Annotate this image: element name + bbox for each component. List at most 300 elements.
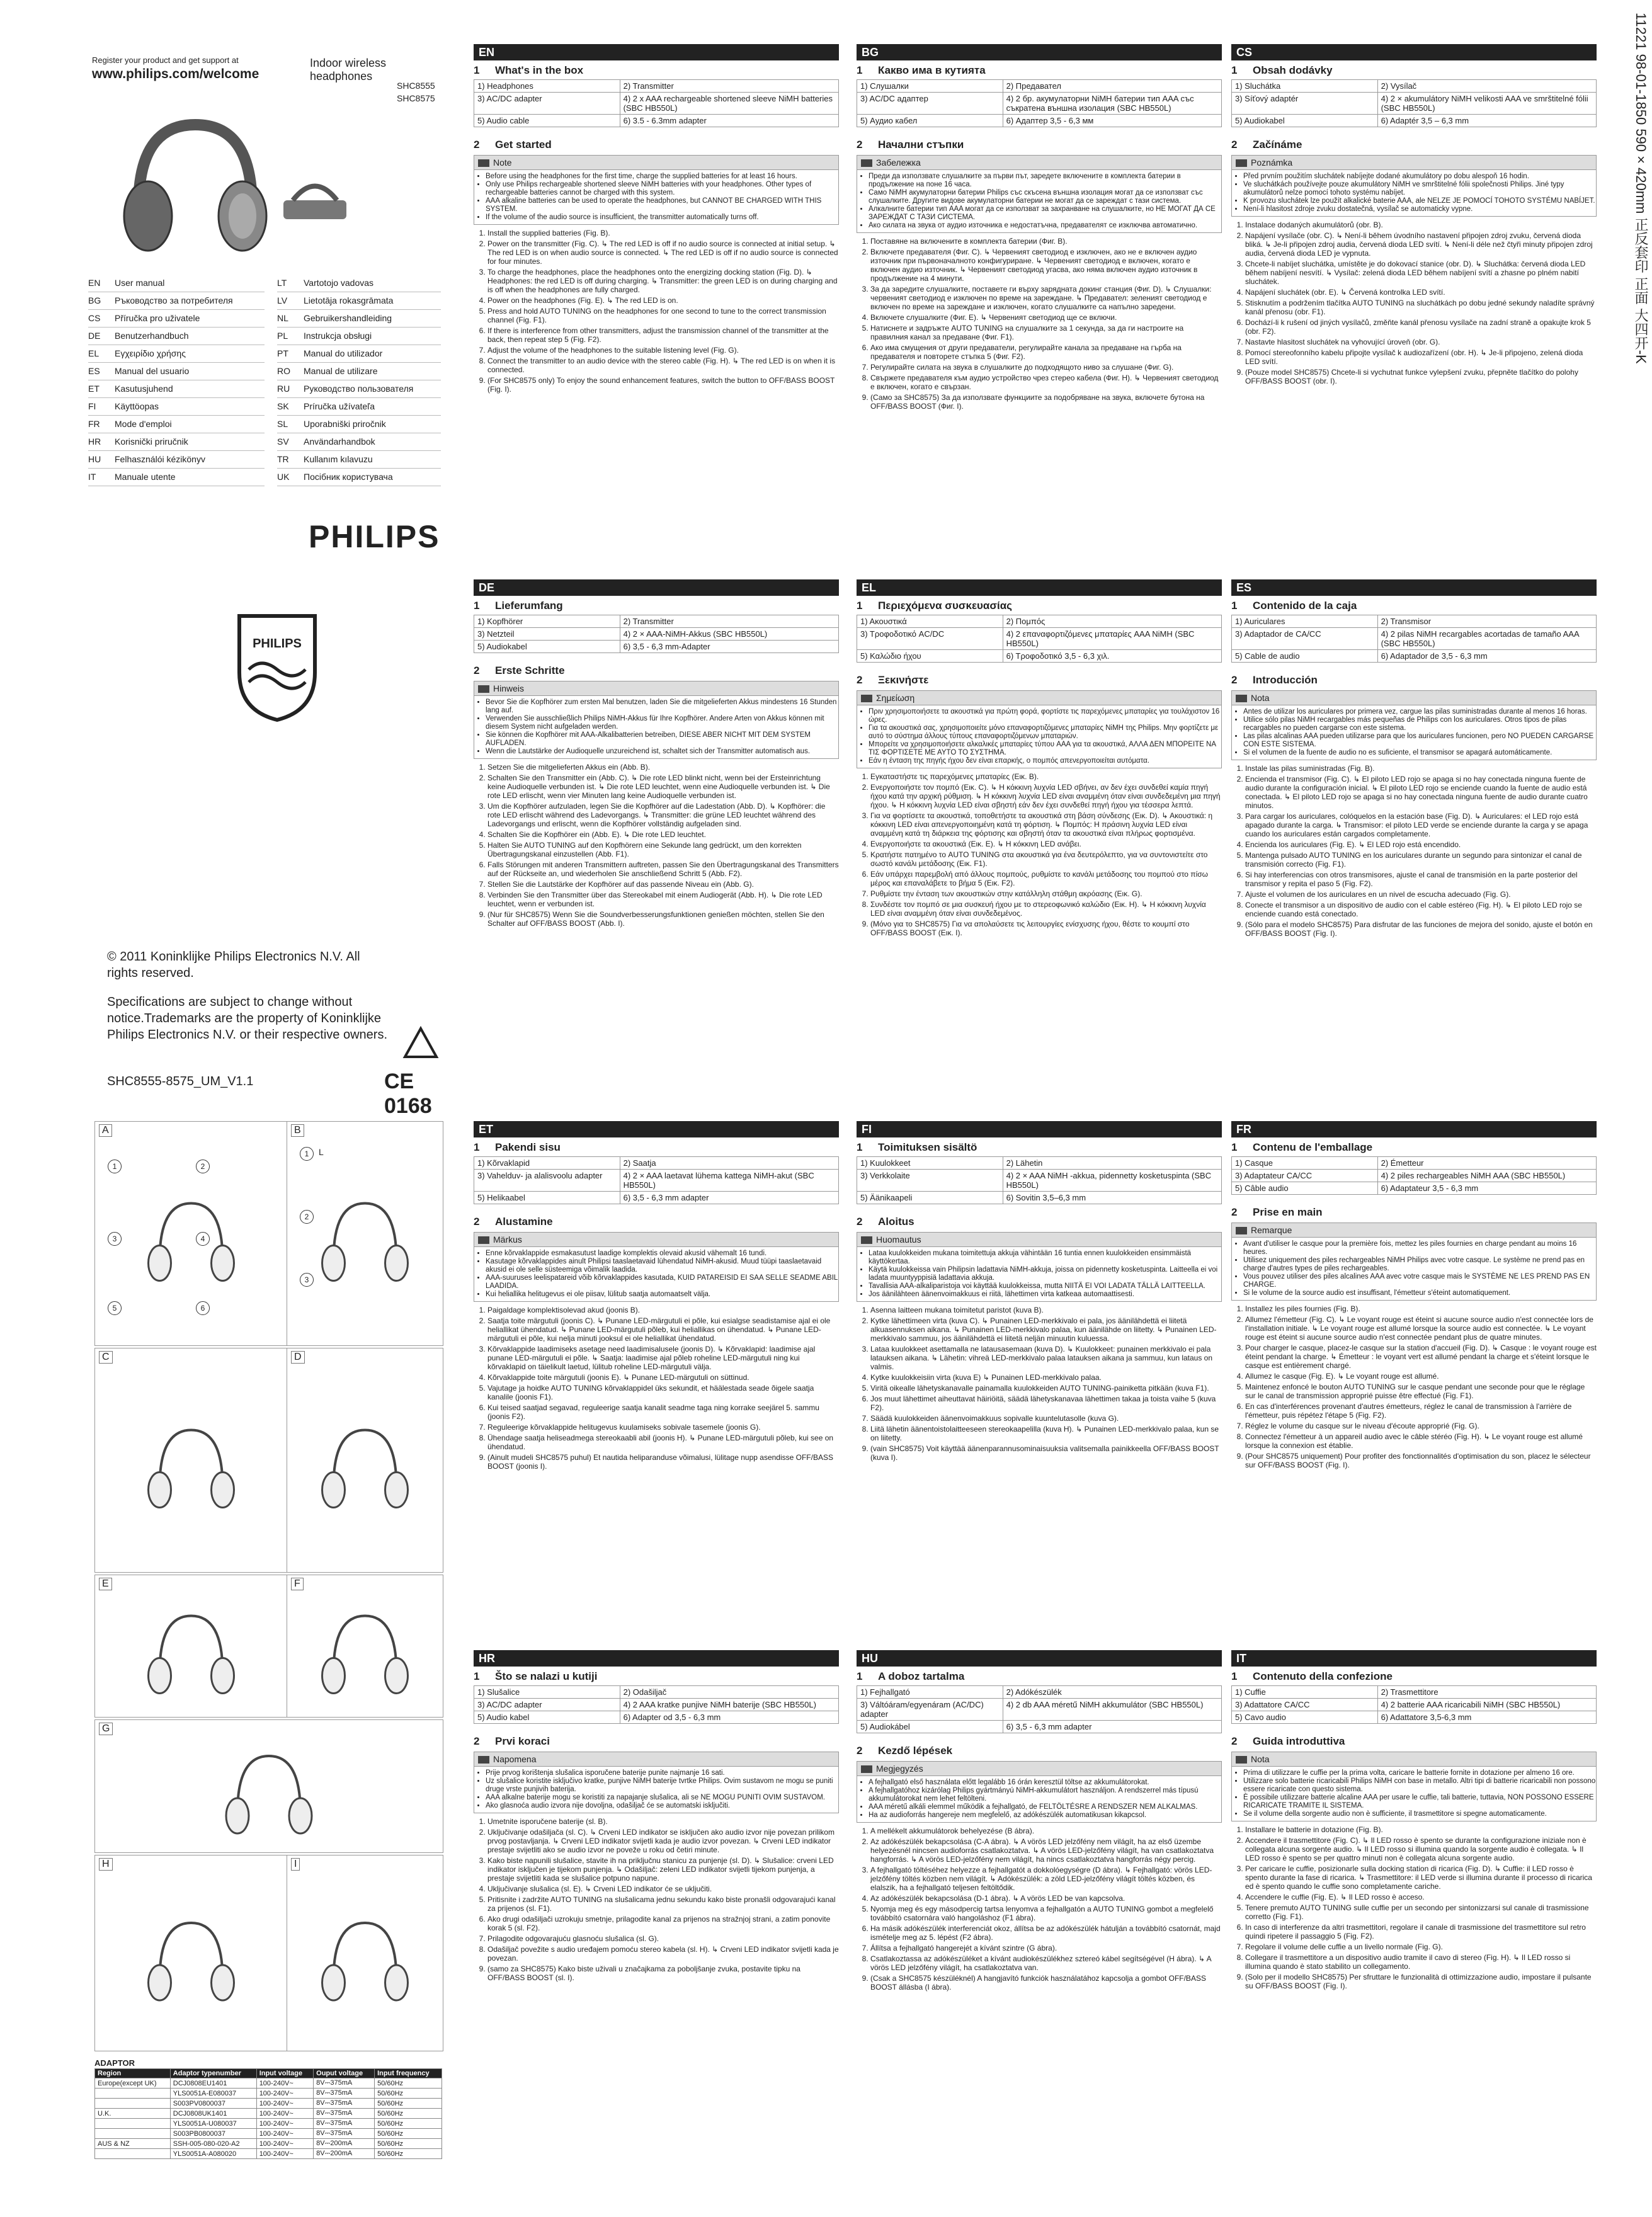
list-item: 1. Instale las pilas suministradas (Fig. B).: [1245, 764, 1597, 773]
figure-label: I: [291, 1858, 300, 1871]
figure-sketch: [293, 1369, 436, 1567]
list-item: 7. Регулирайте силата на звука в слушалките до подходящото ниво за слушане (Фиг. G).: [870, 363, 1222, 372]
note-list: [1232, 708, 1596, 757]
figure-g: [94, 1719, 443, 1853]
adaptor-cell: [95, 2129, 171, 2139]
language-code: EL: [88, 348, 100, 358]
list-item: • Utilisez uniquement des piles rechargeables NiMH Philips avec votre casque. Le système ne prend pas en charge d'autres types de piles rechargeables.: [1243, 1257, 1596, 1273]
table-row: [1232, 1711, 1597, 1724]
figure-sketch: [293, 1595, 436, 1712]
language-code: FR: [88, 419, 100, 429]
section-el: [857, 579, 1222, 941]
box-title: 1 Contenido de la caja: [1231, 600, 1357, 612]
adaptor-cell: S003PB0800037: [170, 2129, 256, 2139]
language-name: Εγχειρίδιο χρήσης: [115, 348, 186, 358]
model-2: SHC8575: [397, 93, 435, 103]
language-code: DE: [88, 331, 101, 341]
item-cell: 2) Saatja: [620, 1157, 838, 1170]
start-title-text: Začínáme: [1253, 139, 1302, 151]
language-name: Manual del usuario: [115, 366, 190, 376]
language-code: RU: [277, 384, 290, 394]
item-cell: 3) Váltóáram/egyenáram (AC/DC) adapter: [857, 1699, 1003, 1721]
list-item: 2. Az adókészülék bekapcsolása (C-A ábra). ↳ A vörös LED jelzőfény nem világít, ha az első üzembe helyezésnél nincsen audioforrás csatlakoztatva. ↳ A vörös LED-jelzőfény világít, ha van csatlakoztatva hangforrás. ↳ A vörös LED-jelzőfény nem világít, ha nincs csatlakoztatva hangforrás négy percig.: [870, 1837, 1222, 1864]
list-item: • Vous pouvez utiliser des piles alcalines AAA avec votre casque mais le SYSTÈME NE LES PREND PAS EN CHARGE.: [1243, 1273, 1596, 1289]
steps-list: [857, 1827, 1222, 1992]
start-title: 2 Erste Schritte: [474, 664, 565, 676]
list-item: 4. Allumez le casque (Fig. E). ↳ Le voyant rouge est allumé.: [1245, 1372, 1597, 1381]
list-item: 3. Για να φορτίσετε τα ακουστικά, τοποθετήστε τα ακουστικά στη βάση σύνδεσης (Εικ. D). ↳ Ακουστικά: η κόκκινη LED είναι απενεργοποιημένη κατά τη φόρτιση. ↳ Πομπός: Η πράσινη λυχνία LED είναι αναμμένη κατά τη διάρκεια της φόρτισης και σβηστή όταν τα ακουστικά είναι πλήρως φορτισμένα.: [870, 811, 1222, 838]
list-item: 4. Az adókészülék bekapcsolása (D-1 ábra). ↳ A vörös LED be van kapcsolva.: [870, 1894, 1222, 1903]
list-item: 9. (Pour SHC8575 uniquement) Pour profiter des fonctionnalités d'optimisation du son, placez le sélecteur sur OFF/BASS BOOST (Fig. I).: [1245, 1452, 1597, 1469]
list-item: 5. Viritä oikealle lähetyskanavalle painamalla kuulokkeiden AUTO TUNING-painiketta pitkään (kuva F1).: [870, 1384, 1222, 1393]
adaptor-header: Input voltage: [256, 2069, 313, 2078]
item-cell: 3) Síťový adaptér: [1232, 93, 1378, 115]
note-list: [1232, 173, 1596, 214]
table-row: [857, 1686, 1222, 1699]
table-row: [1232, 615, 1597, 628]
start-title: 2 Prvi koraci: [474, 1735, 550, 1747]
item-cell: 2) Odašiljač: [620, 1686, 838, 1699]
adaptor-header: Adaptor typenumber: [170, 2069, 256, 2078]
language-code: LV: [277, 295, 288, 305]
item-cell: 6) 3.5 - 6.3mm adapter: [620, 115, 838, 127]
list-item: • Kui heliallika helitugevus ei ole piisav, lülitub saatja automaatselt välja.: [486, 1291, 838, 1299]
language-entry: [88, 416, 265, 433]
adaptor-cell: 50/60Hz: [375, 2149, 442, 2159]
item-cell: 4) 2 batterie AAA ricaricabili NiMH (SBC HB550L): [1377, 1699, 1596, 1711]
note-icon: [861, 1765, 872, 1773]
section-et: [474, 1121, 839, 1474]
list-item: 1. Поставяне на включените в комплекта батерии (Фиг. B).: [870, 237, 1222, 246]
start-title: 2 Začínáme: [1231, 139, 1302, 151]
list-item: 2. Kytke lähettimeen virta (kuva C). ↳ Punainen LED-merkkivalo ei pala, jos äänilähdettä ei liitetä alkuasennuksen aikana. ↳ Punainen LED-merkkivalo palaa, kun äänilähde on liitetty. ↳ Punainen LED-merkkivalo sammuu, jos äänilähdettä ei liitetä neljän minuutin kuluessa.: [870, 1316, 1222, 1343]
list-item: 8. Pomocí stereofonního kabelu připojte vysílač k audiozařízení (obr. H). ↳ Je-li připojeno, zelená dioda LED svítí.: [1245, 348, 1597, 366]
note-box: [474, 1752, 839, 1813]
box-title: 1 Što se nalazi u kutiji: [474, 1670, 598, 1682]
list-item: 6. Dochází-li k rušení od jiných vysílačů, změňte kanál přenosu vysílače na zadní straně a opakujte krok 5 (obr. F2).: [1245, 318, 1597, 336]
adaptor-cell: 100-240V~: [256, 2099, 313, 2109]
list-item: 9. (Sólo para el modelo SHC8575) Para disfrutar de las funciones de mejora del sonido, ajuste el botón en OFF/BASS BOOST (Fig. I).: [1245, 920, 1597, 938]
language-entry: [88, 380, 265, 398]
spec-notice: Specifications are subject to change without notice.Trademarks are the property of Koninklijke Philips Electronics N.V. or their respective owners.: [107, 995, 387, 1042]
item-cell: 4) 2 × AAA-NiMH-Akkus (SBC HB550L): [620, 628, 838, 641]
language-entry: [277, 398, 441, 416]
list-item: 2. Accendere il trasmettitore (Fig. C). ↳ Il LED rosso è spento se durante la configurazione iniziale non è collegata alcuna sorgente audio. ↳ Il LED rosso si illumina quando la sorgente audio è collegata. ↳ Il LED rosso è spento se per quattro minuti non è collegata alcuna sorgente audio.: [1245, 1836, 1597, 1862]
list-item: • Prije prvog korištenja slušalica isporučene baterije punite najmanje 16 sati.: [486, 1769, 838, 1777]
items-table: [474, 79, 839, 127]
note-label: Σημείωση: [876, 693, 915, 703]
philips-shield-logo: [233, 610, 321, 723]
note-label: Hinweis: [493, 683, 525, 693]
item-cell: 2) Trasmettitore: [1377, 1686, 1596, 1699]
section-header: CS: [1231, 44, 1597, 60]
note-list: [474, 1769, 838, 1810]
item-cell: 3) Vahelduv- ja alalisvoolu adapter: [474, 1170, 620, 1192]
list-item: 1. Asenna laitteen mukana toimitetut paristot (kuva B).: [870, 1306, 1222, 1314]
table-row: [857, 628, 1222, 650]
list-item: 6. If there is interference from other transmitters, adjust the transmission channel of the transmitter at the back, then repeat step 5 (Fig. F2).: [487, 326, 839, 344]
language-name: Manual do utilizador: [304, 348, 383, 358]
box-title-text: Contenido de la caja: [1253, 600, 1357, 612]
item-cell: 3) Netzteil: [474, 628, 620, 641]
list-item: 7. Ρυθμίστε την ένταση των ακουστικών στην κατάλληλη στάθμη ακρόασης (Εικ. G).: [870, 889, 1222, 898]
adaptor-cell: 8V⎓375mA: [314, 2099, 375, 2109]
item-cell: 1) Fejhallgató: [857, 1686, 1003, 1699]
language-code: EN: [88, 278, 101, 288]
box-title: 1 Pakendi sisu: [474, 1141, 561, 1153]
adaptor-cell: 8V⎓200mA: [314, 2149, 375, 2159]
start-title: 2 Начални стъпки: [857, 139, 964, 151]
list-item: 6. Ako drugi odašiljači uzrokuju smetnje, prilagodite kanal za prijenos na stražnjoj strani, a zatim ponovite korak 5 (sl. F2).: [487, 1915, 839, 1932]
note-box: [1231, 690, 1597, 760]
language-name: Руководство пользователя: [304, 384, 414, 394]
list-item: • Πριν χρησιμοποιήσετε τα ακουστικά για πρώτη φορά, φορτίστε τις παρεχόμενες μπαταρίες για τουλάχιστον 16 ώρες.: [869, 708, 1221, 724]
box-title-text: Περιεχόμενα συσκευασίας: [878, 600, 1012, 612]
list-item: 1. Paigaldage komplektisolevad akud (joonis B).: [487, 1306, 839, 1314]
table-row: [474, 1170, 839, 1192]
table-row: [474, 1157, 839, 1170]
list-item: 3. Kõrvaklappide laadimiseks asetage need laadimisalusele (joonis D). ↳ Kõrvaklapid: laadimise ajal punane LED-märgutuli ei põle. ↳ Saatja: laadimise ajal põleb roheline LED-märgutuli ning kui kõrvaklapid on täielikult laetud, lülitub roheline LED-märgutuli välja.: [487, 1345, 839, 1371]
list-item: • Není-li hlasitost zdroje zvuku dostatečná, vysílač se automaticky vypne.: [1243, 205, 1596, 214]
start-title-text: Ξεκινήστε: [878, 674, 929, 686]
steps-list: [1231, 1825, 1597, 1990]
item-cell: 2) Transmitter: [620, 80, 838, 93]
note-box: [1231, 155, 1597, 217]
language-name: Uporabniški priročnik: [304, 419, 386, 429]
table-row: [95, 2078, 442, 2089]
language-entry: [277, 469, 441, 486]
figure-sketch: [293, 1142, 436, 1340]
table-row: [1232, 1170, 1597, 1182]
note-header: [1232, 691, 1596, 705]
note-header: [857, 691, 1221, 705]
list-item: • Verwenden Sie ausschließlich Philips NiMH-Akkus für Ihre Kopfhörer. Andere Arten von Akkus können mit diesem System nicht aufgeladen werden.: [486, 715, 838, 731]
item-cell: 5) Аудио кабел: [857, 115, 1003, 127]
items-table: [1231, 1156, 1597, 1195]
language-entry: [88, 451, 265, 469]
box-title-text: Što se nalazi u kutiji: [495, 1670, 598, 1682]
box-title-text: What's in the box: [495, 64, 584, 76]
list-item: • A fejhallgató első használata előtt legalább 16 órán keresztül töltse az akkumulátorokat.: [869, 1779, 1221, 1787]
list-item: 9. (Nur für SHC8575) Wenn Sie die Soundverbesserungsfunktionen genießen möchten, stellen Sie den Schalter auf OFF/BASS BOOST (Abb. I).: [487, 910, 839, 928]
language-entry: [277, 275, 441, 292]
list-item: • AAA méretű alkáli elemmel működik a fejhallgató, de FELTÖLTÉSRE A RENDSZER NEM ALKALMAS.: [869, 1803, 1221, 1811]
figure-b-callout: 1: [300, 1147, 314, 1161]
list-item: 7. Säädä kuulokkeiden äänenvoimakkuus sopivalle kuuntelutasolle (kuva G).: [870, 1414, 1222, 1423]
table-row: [474, 93, 839, 115]
figure-sketch: [101, 1876, 281, 2046]
item-cell: 6) Sovitin 3,5–6,3 mm: [1003, 1192, 1221, 1204]
list-item: 5. Pritisnite i zadržite AUTO TUNING na slušalicama jednu sekundu kako biste pronašli odgovarajući kanal za prijenos (sl. F1).: [487, 1895, 839, 1913]
language-name: Príručka užívateľa: [304, 401, 375, 411]
list-item: • Kasutage kõrvaklappides ainult Philipsi taaslaetavaid lühendatud NiMH-akusid. Muud tüüpi taaslaetavaid akusid ei ole selle süsteemiga võimalik laadida.: [486, 1258, 838, 1274]
figure-sketch: [101, 1595, 281, 1712]
note-list: [1232, 1240, 1596, 1297]
table-row: [857, 115, 1222, 127]
adaptor-cell: YLS0051A-E080037: [170, 2089, 256, 2099]
item-cell: 2) Émetteur: [1377, 1157, 1596, 1170]
table-row: [95, 2119, 442, 2129]
list-item: 8. Odašiljač povežite s audio uređajem pomoću stereo kabela (sl. H). ↳ Crveni LED indikator svijetli kada je povezan.: [487, 1945, 839, 1963]
steps-list: [857, 237, 1222, 411]
note-label: Megjegyzés: [876, 1764, 923, 1774]
table-row: [1232, 628, 1597, 650]
note-header: [857, 1762, 1221, 1776]
brand-logo: PHILIPS: [309, 519, 440, 554]
item-cell: 2) Transmisor: [1377, 615, 1596, 628]
list-item: 2. Allumez l'émetteur (Fig. C). ↳ Le voyant rouge est éteint si aucune source audio n'est connectée lors de l'installation initiale. ↳ Le voyant rouge est allumé lorsque la source audio est connectée. ↳ Le voyant rouge est éteint si aucune source audio n'est connectée pendant plus de quatre minutes.: [1245, 1315, 1597, 1342]
steps-list: [474, 1306, 839, 1471]
box-title: 1 Contenu de l'emballage: [1231, 1141, 1373, 1153]
note-list: [474, 698, 838, 756]
items-table: [474, 1685, 839, 1724]
table-row: [95, 2109, 442, 2119]
language-name: Manual de utilizare: [304, 366, 378, 376]
item-cell: 2) Предавател: [1003, 80, 1221, 93]
list-item: • Μπορείτε να χρησιμοποιήσετε αλκαλικές μπαταρίες τύπου AAA για τα ακουστικά, ΑΛΛΑ ΔΕΝ ΜΠΟΡΕΙΤΕ ΝΑ ΤΙΣ ΦΟΡΤΙΣΕΤΕ ΜΕ ΑΥΤΟ ΤΟ ΣΥΣΤΗΜΑ.: [869, 741, 1221, 757]
item-cell: 3) Adaptateur CA/CC: [1232, 1170, 1378, 1182]
language-code: SL: [277, 419, 288, 429]
list-item: • Ve sluchátkách používejte pouze akumulátory NiMH ve smrštitelné fólii společnosti Philips. Jiné typy akumulátorů nelze pomocí tohoto systému nabíjet.: [1243, 181, 1596, 197]
adaptor-cell: DCJ0808EU1401: [170, 2078, 256, 2089]
list-item: 4. Kõrvaklappide toite märgutuli (joonis E). ↳ Punane LED-märgutuli on süttinud.: [487, 1373, 839, 1382]
support-url: www.philips.com/welcome: [92, 67, 259, 81]
adaptor-cell: 100-240V~: [256, 2129, 313, 2139]
items-table: [474, 1156, 839, 1204]
figure-a-callout: 2: [196, 1160, 210, 1173]
list-item: 9. (Μόνο για το SHC8575) Για να απολαύσετε τις λειτουργίες ενίσχυσης ήχου, θέστε το κουμπί στο OFF/BASS BOOST (Εικ. I).: [870, 920, 1222, 937]
adaptor-cell: 50/60Hz: [375, 2109, 442, 2119]
list-item: • Алкалните батерии тип AAA могат да се използват за захранване на слушалките, но НЕ МОГАТ ДА СЕ ЗАРЕЖДАТ С ТАЗИ СИСТЕМА.: [869, 205, 1221, 222]
list-item: • Si el volumen de la fuente de audio no es suficiente, el transmisor se apagará automáticamente.: [1243, 749, 1596, 757]
list-item: • If the volume of the audio source is insufficient, the transmitter automatically turns off.: [486, 214, 838, 222]
language-entry: [88, 398, 265, 416]
language-code: IT: [88, 472, 96, 482]
list-item: 4. Encienda los auriculares (Fig. E). ↳ El LED rojo está encendido.: [1245, 840, 1597, 849]
adaptor-cell: [95, 2099, 171, 2109]
list-item: 6. Jos muut lähettimet aiheuttavat häiriöitä, säädä lähetyskanavaa lähettimen takaa ja toista vaihe 5 (kuva F2).: [870, 1394, 1222, 1412]
table-row: [474, 628, 839, 641]
table-row: [1232, 80, 1597, 93]
figure-f: [287, 1575, 443, 1718]
list-item: 7. Prilagodite odgovarajuću glasnoću slušalica (sl. G).: [487, 1934, 839, 1943]
figure-d: [287, 1348, 443, 1573]
language-code: SV: [277, 436, 289, 447]
adaptor-cell: YLS0051A-A080020: [170, 2149, 256, 2159]
start-title: 2 Ξεκινήστε: [857, 674, 929, 686]
note-label: Napomena: [493, 1754, 537, 1764]
table-row: [474, 1686, 839, 1699]
box-title: 1 A doboz tartalma: [857, 1670, 965, 1682]
list-item: 7. Állítsa a fejhallgató hangerejét a kívánt szintre (G ábra).: [870, 1944, 1222, 1952]
section-hr: [474, 1650, 839, 1986]
language-entry: [277, 416, 441, 433]
table-row: [1232, 93, 1597, 115]
list-item: • Only use Philips rechargeable shortened sleeve NiMH batteries with your headphones. Other types of rechargeable batteries cannot be charged with this system.: [486, 181, 838, 197]
table-row: [474, 1711, 839, 1724]
note-label: Poznámka: [1251, 157, 1293, 168]
figure-sketch: [101, 1142, 281, 1340]
language-entry: [277, 433, 441, 451]
table-row: [1232, 115, 1597, 127]
language-entry: [277, 328, 441, 345]
language-entry: [277, 345, 441, 363]
adaptor-cell: 100-240V~: [256, 2139, 313, 2149]
start-title: 2 Prise en main: [1231, 1206, 1323, 1218]
box-title-text: Pakendi sisu: [495, 1141, 561, 1153]
start-title-text: Alustamine: [495, 1216, 553, 1228]
box-title-text: Какво има в кутията: [878, 64, 986, 76]
list-item: 7. Regolare il volume delle cuffie a un livello normale (Fig. G).: [1245, 1942, 1597, 1951]
note-list: [474, 173, 838, 222]
list-item: • AAA-suuruses leelispatareid võib kõrvaklappides kasutada, KUID PATAREISID EI SAA SELLE SEADME ABIL LAADIDA.: [486, 1274, 838, 1291]
list-item: 3. Chcete-li nabíjet sluchátka, umístěte je do dokovací stanice (obr. D). ↳ Sluchátka: červená dioda LED během nabíjení nesvítí. ↳ Vysílač: zelená dioda LED během nabíjení svítí a zhasne po plném nabití sluchátek.: [1245, 259, 1597, 286]
list-item: 5. Halten Sie AUTO TUNING auf den Kopfhörern eine Sekunde lang gedrückt, um den korrekten Übertragungskanal einzustellen (Abb. F1).: [487, 841, 839, 858]
language-name: Benutzerhandbuch: [115, 331, 189, 341]
adaptor-cell: 8V⎓375mA: [314, 2119, 375, 2129]
list-item: 2. Ενεργοποιήστε τον πομπό (Εικ. C). ↳ Η κόκκινη λυχνία LED σβήνει, αν δεν έχει συνδεθεί καμία πηγή ήχου κατά την αρχική ρύθμιση. ↳ Η κόκκινη λυχνία LED είναι αναμμένη όταν είναι συνδεδεμένη μια πηγή ήχου. ↳ Η κόκκινη λυχνία LED είναι σβηστή εάν δεν έχει συνδεθεί πηγή ήχου για τέσσερα λεπτά.: [870, 783, 1222, 809]
figure-a-callout: 4: [196, 1232, 210, 1246]
language-code: HU: [88, 454, 101, 464]
item-cell: 1) Ακουστικά: [857, 615, 1003, 628]
copyright: © 2011 Koninklijke Philips Electronics N.V. All rights reserved.: [107, 950, 360, 980]
list-item: 4. Schalten Sie die Kopfhörer ein (Abb. E). ↳ Die rote LED leuchtet.: [487, 830, 839, 839]
note-label: Huomautus: [876, 1234, 921, 1245]
list-item: 8. Verbinden Sie den Transmitter über das Stereokabel mit einem Audiogerät (Abb. H). ↳ Die rote LED leuchtet, wenn er verbunden ist.: [487, 891, 839, 908]
section-cs: [1231, 44, 1597, 389]
steps-list: [1231, 764, 1597, 938]
language-list-left: [88, 275, 265, 486]
list-item: • Before using the headphones for the first time, charge the supplied batteries for at least 16 hours.: [486, 173, 838, 181]
note-box: [857, 1761, 1222, 1823]
start-title: 2 Aloitus: [857, 1216, 914, 1228]
list-item: • AAA alkaline batteries can be used to operate the headphones, but CANNOT BE CHARGED WITH THIS SYSTEM.: [486, 197, 838, 214]
table-row: [1232, 1182, 1597, 1195]
figure-label: E: [99, 1578, 112, 1590]
language-code: UK: [277, 472, 290, 482]
list-item: • A fejhallgatóhoz kizárólag Philips gyártmányú NiMH-akkumulátort használjon. A rendszerrel más típusú akkumulátorokat nem lehet feltölteni.: [869, 1787, 1221, 1803]
language-code: TR: [277, 454, 289, 464]
list-item: • Ha az audioforrás hangereje nem megfelelő, az adókészülék automatikusan kikapcsol.: [869, 1811, 1221, 1820]
start-title: 2 Kezdő lépések: [857, 1745, 953, 1757]
list-item: 8. Collegare il trasmettitore a un dispositivo audio tramite il cavo di stereo (Fig. H). ↳ Il LED rosso si illumina quando è stato stabilito un collegamento.: [1245, 1953, 1597, 1971]
box-title: 1 Contenuto della confezione: [1231, 1670, 1393, 1682]
list-item: 1. Installez les piles fournies (Fig. B).: [1245, 1304, 1597, 1313]
note-icon: [1236, 695, 1247, 702]
box-title: 1 Toimituksen sisältö: [857, 1141, 977, 1153]
adaptor-cell: Europe(except UK): [95, 2078, 171, 2089]
list-item: 2. Encienda el transmisor (Fig. C). ↳ El piloto LED rojo se apaga si no hay conectada ninguna fuente de audio durante la configuración inicial. ↳ El piloto LED rojo se enciende cuando la fuente de audio está conectada. ↳ El piloto LED rojo se apaga si no hay conectada ninguna fuente de audio durante cuatro minutos.: [1245, 775, 1597, 810]
list-item: 2. Uključivanje odašiljača (sl. C). ↳ Crveni LED indikator se isključen ako audio izvor nije povezan prilikom prvog postavljanja. ↳ Crveni LED indikator svijetli kada je audio izvor povezan. ↳ Crveni LED indikator prestaje svijetliti ako se audio izvor ne poveže u roku od četiri minute.: [487, 1828, 839, 1854]
item-cell: 6) 3,5 - 6,3 mm adapter: [1003, 1721, 1221, 1733]
list-item: • Lataa kuulokkeiden mukana toimitettuja akkuja vähintään 16 tuntia ennen kuulokkeiden ensimmäistä käyttökertaa.: [869, 1250, 1221, 1266]
language-name: Gebruikershandleiding: [304, 313, 392, 323]
list-item: 8. Liitä lähetin äänentoistolaitteeseen stereokaapelilla (kuva H). ↳ Punainen LED-merkkivalo palaa, kun se on liitetty.: [870, 1425, 1222, 1442]
note-icon: [1236, 1227, 1247, 1234]
language-name: Посібник користувача: [304, 472, 393, 482]
item-cell: 4) 2 pilas NiMH recargables acortadas de tamaño AAA (SBC HB550L): [1377, 628, 1596, 650]
list-item: 8. Συνδέστε τον πομπό σε μια συσκευή ήχου με το στερεοφωνικό καλώδιο (Εικ. H). ↳ Η κόκκινη λυχνία LED είναι αναμμένη όταν είναι συνδεδεμένος.: [870, 900, 1222, 918]
note-header: [1232, 156, 1596, 170]
list-item: • Wenn die Lautstärke der Audioquelle unzureichend ist, schaltet sich der Transmitter automatisch aus.: [486, 748, 838, 756]
table-row: [1232, 1699, 1597, 1711]
items-table: [857, 1156, 1222, 1204]
section-header: BG: [857, 44, 1222, 60]
figure-c: [94, 1348, 288, 1573]
adaptor-cell: [95, 2149, 171, 2159]
item-cell: 3) AC/DC adapter: [474, 93, 620, 115]
item-cell: 1) Kuulokkeet: [857, 1157, 1003, 1170]
note-header: [474, 1233, 838, 1247]
start-title-text: Get started: [495, 139, 552, 151]
table-row: [95, 2099, 442, 2109]
note-box: [474, 681, 839, 759]
note-box: [474, 1232, 839, 1302]
list-item: 9. (Ainult mudeli SHC8575 puhul) Et nautida heliparanduse võimalusi, lülitage nupp asendisse OFF/BASS BOOST (joonis I).: [487, 1453, 839, 1471]
adaptor-cell: 50/60Hz: [375, 2099, 442, 2109]
item-cell: 6) Adaptateur 3,5 - 6,3 mm: [1377, 1182, 1596, 1195]
list-item: 5. Nyomja meg és egy másodpercig tartsa lenyomva a fejhallgatón a AUTO TUNING gombot a megfelelő továbbító csatornára való hangoláshoz (F1 ábra).: [870, 1905, 1222, 1922]
language-code: BG: [88, 295, 101, 305]
section-header: FR: [1231, 1121, 1597, 1137]
table-row: [95, 2129, 442, 2139]
item-cell: 4) 2 επαναφορτιζόμενες μπαταρίες AAA NiMH (SBC HB550L): [1003, 628, 1221, 650]
item-cell: 4) 2 piles rechargeables NiMH AAA (SBC HB550L): [1377, 1170, 1596, 1182]
adaptor-cell: AUS & NZ: [95, 2139, 171, 2149]
adaptor-table: [94, 2068, 442, 2159]
list-item: 9. (Само за SHC8575) За да използвате функциите за подобряване на звука, включете бутона на OFF/BASS BOOST (Фиг. I).: [870, 393, 1222, 411]
note-icon: [478, 1236, 489, 1244]
list-item: 1. A mellékelt akkumulátorok behelyezése (B ábra).: [870, 1827, 1222, 1835]
adaptor-cell: 8V⎓200mA: [314, 2139, 375, 2149]
item-cell: 5) Audiokábel: [857, 1721, 1003, 1733]
list-item: 6. Kui teised saatjad segavad, reguleerige saatja kanalit seadme taga ning korrake seejärel 5. sammu (joonis F2).: [487, 1403, 839, 1421]
note-header: [1232, 1752, 1596, 1767]
figure-b-callout: 2: [300, 1210, 314, 1224]
list-item: 7. Stellen Sie die Lautstärke der Kopfhörer auf das passende Niveau ein (Abb. G).: [487, 880, 839, 889]
list-item: 7. Ajuste el volumen de los auriculares en un nivel de escucha adecuado (Fig. G).: [1245, 890, 1597, 899]
start-title-text: Prise en main: [1253, 1206, 1323, 1218]
model-1: SHC8555: [397, 81, 435, 91]
table-row: [95, 2149, 442, 2159]
start-title-text: Introducción: [1253, 674, 1318, 686]
language-name: Lietotāja rokasgrāmata: [304, 295, 394, 305]
table-row: [857, 1721, 1222, 1733]
box-title-text: Toimituksen sisältö: [878, 1141, 977, 1153]
item-cell: 1) Слушалки: [857, 80, 1003, 93]
transmitter-photo: [277, 169, 353, 225]
item-cell: 5) Cavo audio: [1232, 1711, 1378, 1724]
list-item: 7. Nastavte hlasitost sluchátek na vyhovující úroveň (obr. G).: [1245, 338, 1597, 346]
language-name: Käyttöopas: [115, 401, 159, 411]
adaptor-cell: 8V⎓375mA: [314, 2078, 375, 2089]
note-box: [1231, 1222, 1597, 1301]
language-code: FI: [88, 401, 96, 411]
item-cell: 4) 2 db AAA méretű NiMH akkumulátor (SBC HB550L): [1003, 1699, 1221, 1721]
box-title-text: Obsah dodávky: [1253, 64, 1333, 76]
list-item: 7. Réglez le volume du casque sur le niveau d'écoute approprié (Fig. G).: [1245, 1422, 1597, 1430]
list-item: 5. Press and hold AUTO TUNING on the headphones for one second to tune to the correct transmission channel (Fig. F1).: [487, 307, 839, 324]
list-item: 2. Schalten Sie den Transmitter ein (Abb. C). ↳ Die rote LED blinkt nicht, wenn bei der Ersteinrichtung keine Audioquelle verbunden ist. ↳ Die rote LED leuchtet, wenn eine Audioquelle verbunden ist. ↳ Die rote LED erlischt, wenn vier Minuten lang keine Audioquelle verbunden ist.: [487, 773, 839, 800]
item-cell: 3) AC/DC adapter: [474, 1699, 620, 1711]
start-title-text: Prvi koraci: [495, 1735, 550, 1747]
start-title: 2 Guida introduttiva: [1231, 1735, 1345, 1747]
list-item: • Enne kõrvaklappide esmakasutust laadige komplektis olevaid akusid vähemalt 16 tundi.: [486, 1250, 838, 1258]
items-table: [1231, 615, 1597, 663]
item-cell: 5) Audio kabel: [474, 1711, 620, 1724]
adaptor-cell: [95, 2089, 171, 2099]
language-code: NL: [277, 313, 288, 323]
